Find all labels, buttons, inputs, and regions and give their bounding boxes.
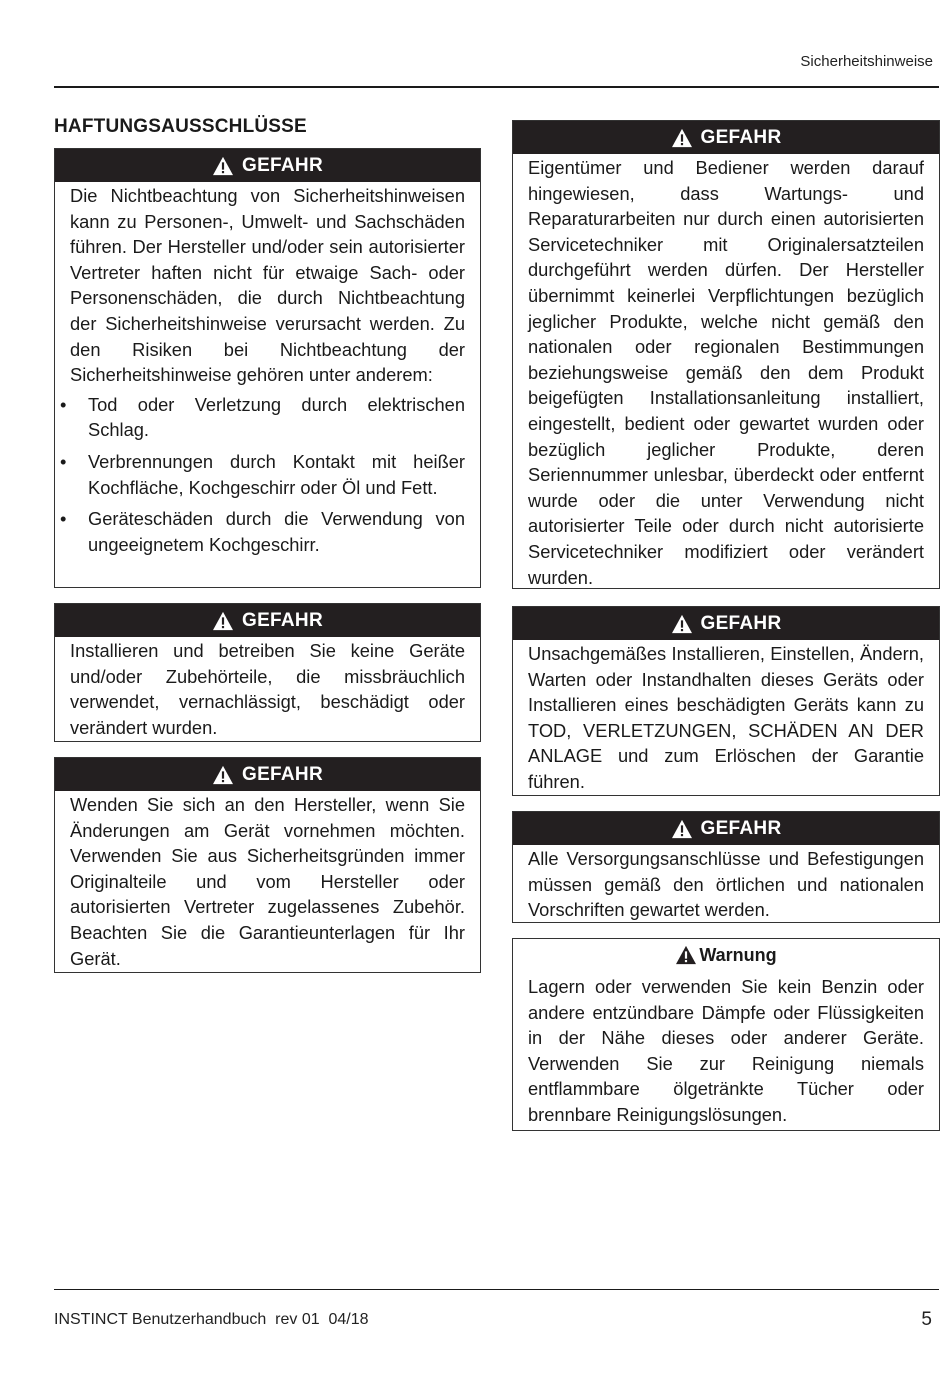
warning-triangle-icon bbox=[671, 614, 693, 634]
danger-banner bbox=[513, 607, 939, 640]
warning-triangle-icon bbox=[671, 128, 693, 148]
risk-item-text: Geräteschäden durch die Verwendung von ungeeignetem Kochgeschirr. bbox=[88, 508, 465, 555]
danger-paragraph: Unsachgemäßes Installieren, Einstellen, Ändern, Warten oder Instandhalten dieses Geräts oder Installieren eines beschädigten Geräts kann zu TOD, VERLETZUNGEN, SCHÄDEN AN DER ANLAGE und zum Erlöschen der Garantie führen. bbox=[528, 643, 924, 792]
danger-text bbox=[55, 791, 480, 973]
danger-label: GEFAHR bbox=[700, 612, 782, 634]
danger-label: GEFAHR bbox=[242, 609, 323, 631]
danger-paragraph: Wenden Sie sich an den Hersteller, wenn Sie Änderungen am Gerät vornehmen möchten. Verwenden Sie aus Sicherheitsgründen immer Originalteile und vom Hersteller oder autorisierten Vertreter zugelassenes Zubehör. Beachten Sie die Garantieunterlagen für Ihr Gerät. bbox=[70, 794, 465, 969]
danger-banner bbox=[55, 149, 480, 182]
danger-banner bbox=[513, 121, 939, 154]
danger-box-5 bbox=[512, 606, 940, 796]
risk-item: • Geräteschäden durch die Verwendung von ungeeignetem Kochgeschirr. bbox=[60, 508, 465, 555]
danger-text bbox=[55, 182, 480, 565]
danger-box-2 bbox=[54, 603, 481, 742]
danger-label: GEFAHR bbox=[700, 817, 782, 839]
danger-paragraph: Eigentümer und Bediener werden darauf hingewiesen, dass Wartungs- und Reparaturarbeiten nur durch einen autorisierten Servicetechniker mit Originalersatzteilen durchgeführt werden dürfen. Der Hersteller übernimmt keinerlei Verpflichtungen bezüglich jeglicher Produkte, welche nicht gemäß den nationalen oder regionalen Bestimmungen beziehungsweise gemäß den dem Produkt beigefügten Installationsanleitung installiert, eingestellt, bedient oder gewartet wurden oder bezüglich jeglicher Produkte, deren Seriennummer unlesbar, überdeckt oder entfernt wurde oder die unter Verwendung nicht autorisierter Teile oder durch nicht autorisierte Servicetechniker modifiziert oder verändert wurden. bbox=[528, 157, 924, 588]
warning-triangle-icon bbox=[212, 156, 234, 176]
danger-box-3 bbox=[54, 757, 481, 973]
risk-item: • Tod oder Verletzung durch elektrischen Schlag. bbox=[60, 393, 465, 441]
risk-item-text: Verbrennungen durch Kontakt mit heißer Kochfläche, Kochgeschirr oder Öl und Fett. bbox=[88, 450, 465, 498]
warning-triangle-icon bbox=[212, 611, 234, 631]
danger-box-6 bbox=[512, 811, 940, 923]
danger-text bbox=[513, 845, 939, 925]
risk-item-text: Tod oder Verletzung durch elektrischen Schlag. bbox=[88, 393, 465, 441]
danger-banner bbox=[55, 758, 480, 791]
danger-banner bbox=[55, 604, 480, 637]
warning-triangle-icon bbox=[671, 819, 693, 839]
warning-triangle-icon bbox=[675, 945, 697, 965]
warning-label: Warnung bbox=[699, 944, 777, 965]
danger-text bbox=[55, 637, 480, 742]
section-title: HAFTUNGSAUSSCHLÜSSE bbox=[54, 116, 307, 137]
danger-label: GEFAHR bbox=[700, 126, 782, 148]
footer-document-info: INSTINCT Benutzerhandbuch rev 01 04/18 bbox=[54, 1311, 369, 1328]
warning-triangle-icon bbox=[212, 765, 234, 785]
danger-box-1 bbox=[54, 148, 481, 588]
risk-list bbox=[60, 392, 465, 558]
running-header: Sicherheitshinweise bbox=[800, 53, 933, 70]
danger-box-4 bbox=[512, 120, 940, 589]
warning-banner bbox=[513, 939, 939, 971]
danger-paragraph: Die Nichtbeachtung von Sicherheitshinweisen kann zu Personen-, Umwelt- und Sachschäden führen. Der Hersteller und/oder sein autorisierter Vertreter haften nicht für etwaige Sach- oder Personenschäden, die durch Nichtbeachtung der Sicherheitshinweise verursacht werden. Zu den Risiken bei Nichtbeachtung der Sicherheitshinweise gehören unter anderem: bbox=[70, 185, 465, 386]
warning-paragraph: Lagern oder verwenden Sie kein Benzin oder andere entzündbare Dämpfe oder Flüssigkeiten in der Nähe dieses oder anderer Geräte. Verwenden Sie zur Reinigung niemals entflammbare ölgetränkte Tücher oder brennbare Reinigungslösungen. bbox=[528, 976, 924, 1125]
danger-label: GEFAHR bbox=[242, 154, 323, 176]
risk-item: • Verbrennungen durch Kontakt mit heißer Kochfläche, Kochgeschirr oder Öl und Fett. bbox=[60, 450, 465, 498]
warning-box bbox=[512, 938, 940, 1131]
danger-label: GEFAHR bbox=[242, 763, 323, 785]
danger-banner bbox=[513, 812, 939, 845]
warning-text bbox=[513, 971, 939, 1130]
footer-rule bbox=[54, 1289, 939, 1290]
page-number: 5 bbox=[921, 1309, 932, 1330]
danger-paragraph: Installieren und betreiben Sie keine Geräte und/oder Zubehörteile, die missbräuchlich verwendet, vernachlässigt, beschädigt oder verändert wurden. bbox=[70, 640, 465, 738]
danger-text bbox=[513, 154, 939, 592]
danger-paragraph: Alle Versorgungsanschlüsse und Befestigungen müssen gemäß den örtlichen und nationalen Vorschriften gewartet werden. bbox=[528, 848, 924, 921]
danger-text bbox=[513, 640, 939, 797]
header-rule bbox=[54, 86, 939, 88]
